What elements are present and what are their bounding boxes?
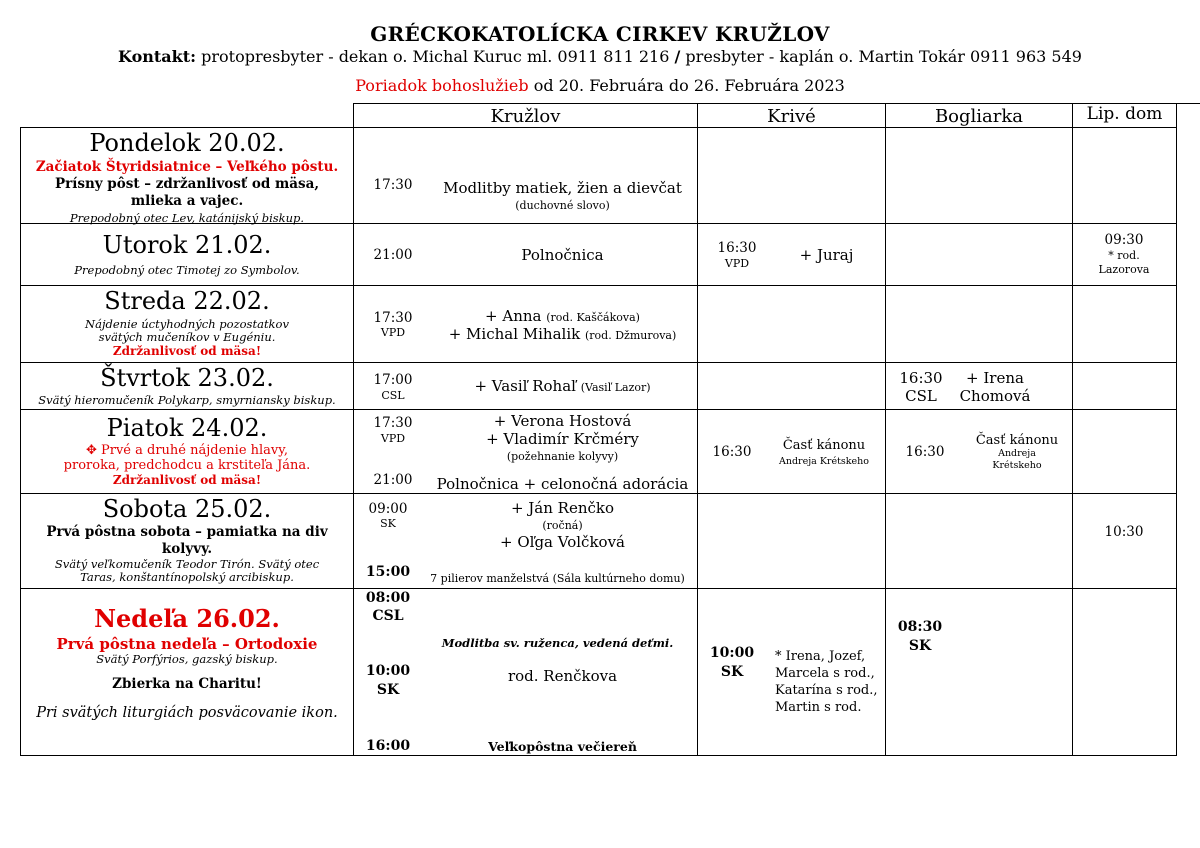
day-cell-tuesday [22,232,352,277]
column-header-lip-dom: Lip. dom [1086,104,1163,124]
day-saint: Svätý hieromučeník Polykarp, smyrniansky biskup. [38,393,336,407]
day-note-red: Začiatok Štyridsiatnice – Veľkého pôstu. [35,159,339,175]
service-time: 17:00 [373,372,413,388]
service-text: 7 pilierov manželstvá (Sála kultúrneho domu) [430,572,685,585]
service-rite: SK [376,682,400,698]
service-rite: VPD [380,326,406,339]
service-time: 08:30 [897,619,943,635]
day-name: Streda 22.02. [104,287,270,315]
day-saint: Prepodobný otec Lev, katánijský biskup. [69,211,305,225]
service-note: (duchovné slovo) [515,199,610,212]
service-text: Časť kánonu [782,438,866,453]
service-time: 08:00 [365,590,411,606]
icon-blessing-note: Pri svätých liturgiách posväcovanie ikon. [36,705,338,721]
collection-note: Zbierka na Charitu! [112,676,262,692]
intention-name: + Michal Mihalik [448,325,581,343]
service-note: (ročná) [542,519,583,532]
day-name: Utorok 21.02. [102,231,272,259]
column-header-kruzlov: Kružlov [490,106,561,127]
service-intention: + Vladimír Krčméry [486,430,639,448]
day-name: Pondelok 20.02. [89,129,285,157]
service-rite: SK [908,638,932,654]
cross-icon: ✥ [85,443,97,458]
service-note: Andreja Krétskeho [992,448,1042,471]
service-note: (požehnanie kolyvy) [506,450,619,463]
day-note-red [22,443,352,473]
day-name: Štvrtok 23.02. [100,364,274,392]
service-text: Polnočnica [521,246,604,264]
schedule-period [0,76,1200,95]
service-time: 10:00 [365,663,411,679]
contact-dean: protopresbyter - dekan o. Michal Kuruc ml. 0911 811 216 [201,47,670,66]
service-intention: rod. Renčkova [507,667,618,685]
day-saint: Prepodobný otec Timotej zo Symbolov. [74,263,300,277]
service-text: Polnočnica + celonočná adorácia [436,475,689,493]
service-text: + Juraj [799,246,854,264]
service-intention [430,325,695,345]
day-name: Nedeľa 26.02. [94,604,280,633]
service-rite: VPD [380,432,406,445]
service-intention: * Irena, Jozef, Marcela s rod., Katarína s rod., Martin s rod. [775,649,878,715]
service-text: + Irena [966,369,1024,387]
intention-note: (rod. Džmurova) [585,329,677,342]
intention-note: (Vasiľ Lazor) [580,381,651,394]
day-saint: Nájdenie úctyhodných pozostatkov svätých mučeníkov v Eugéniu. [85,317,289,344]
day-saint: Svätý Porfýrios, gazský biskup. [96,652,278,666]
day-cell-friday [22,415,352,487]
service-time: 10:00 [709,645,755,661]
service-time: 17:30 [373,177,413,193]
schedule-dates: od 20. Februára do 26. Februára 2023 [533,76,845,95]
contact-separator: / [674,47,681,66]
service-time: 16:30 [905,444,945,460]
service-rite: VPD [724,257,750,270]
service-text: Veľkopôstna večiereň [488,739,637,754]
day-cell-thursday [22,365,352,407]
service-rite: CSL [905,387,937,405]
day-note-red: Zdržanlivosť od mäsa! [112,473,262,487]
intention-name: + Vasiľ Rohaľ [474,377,576,395]
service-time: 15:00 [365,564,411,580]
service-intention: + Verona Hostová [493,412,632,430]
service-time: 21:00 [373,247,413,263]
service-time: 17:30 [373,310,413,326]
day-note-red: Prvá pôstna nedeľa – Ortodoxie [56,635,318,653]
service-time: 16:00 [365,738,411,754]
service-time: 17:30 [373,415,413,431]
day-cell-saturday [22,496,352,584]
day-note-bold: Prvá pôstna sobota – pamiatka na div kolyvy. [46,524,328,557]
service-text: Chomová [959,387,1031,405]
service-intention [430,307,695,327]
day-cell-sunday [22,606,352,721]
service-rite: SK [720,664,744,680]
service-time: 16:30 [712,444,752,460]
service-rite: CSL [381,389,405,402]
service-intention [430,377,695,397]
page-title: GRÉCKOKATOLÍCKA CIRKEV KRUŽLOV [370,22,830,46]
service-time: 09:00 [368,501,408,517]
day-note-red: Zdržanlivosť od mäsa! [112,344,262,358]
service-note: Andreja Krétskeho [778,456,870,467]
day-cell-wednesday [22,288,352,358]
contact-chaplain: presbyter - kaplán o. Martin Tokár 0911 963 549 [685,47,1082,66]
service-time: 09:30 [1104,232,1144,248]
service-time: 16:30 [899,369,943,387]
column-header-bogliarka: Bogliarka [934,106,1024,127]
service-text: Modlitby matiek, žien a dievčat [443,179,682,197]
service-intention: + Ján Renčko [510,499,615,517]
day-note-bold: Prísny pôst – zdržanlivosť od mäsa, mlieka a vajec. [54,176,320,209]
schedule-label: Poriadok bohoslužieb [355,76,529,95]
contact-line [0,47,1200,66]
intention-name: + Anna [485,307,542,325]
day-saint: Svätý veľkomučeník Teodor Tirón. Svätý otec Taras, konštantínopolský arcibiskup. [54,557,320,584]
column-header-krive: Krivé [767,106,816,127]
day-note-text: Prvé a druhé nájdenie hlavy, proroka, predchodcu a krstiteľa Jána. [63,443,311,473]
service-text: Časť kánonu [975,433,1059,448]
day-cell-monday [22,130,352,225]
service-text: Modlitba sv. ruženca, vedená deťmi. [441,636,674,650]
service-time: 21:00 [373,472,413,488]
service-time: 16:30 [717,240,757,256]
day-name: Sobota 25.02. [102,495,272,523]
service-intention: + Oľga Volčková [500,533,625,551]
service-time: 10:30 [1104,524,1144,540]
day-name: Piatok 24.02. [106,414,268,442]
service-rite: SK [380,517,396,530]
contact-label: Kontakt: [118,47,197,66]
intention-note: (rod. Kaščákova) [546,311,640,324]
service-rite: CSL [372,608,404,624]
service-text: * rod. Lazorova [1098,249,1150,276]
